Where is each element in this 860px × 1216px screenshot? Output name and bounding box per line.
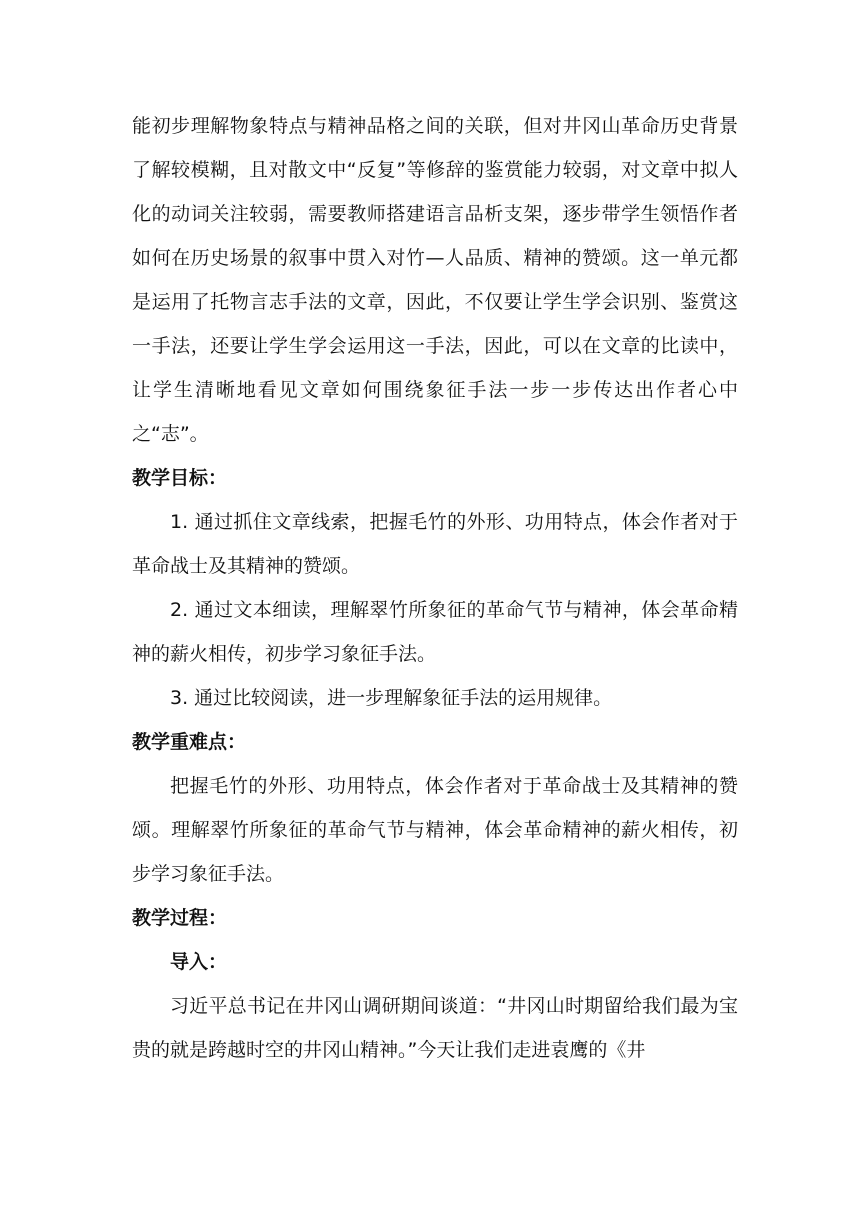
objective-item-3: 3. 通过比较阅读，进一步理解象征手法的运用规律。: [170, 687, 613, 709]
key-points-heading: 教学重难点：: [132, 731, 247, 753]
process-intro-text: 习近平总书记在井冈山调研期间谈道：“井冈山时期留给我们最为宝贵的就是跨越时空的井冈山精神。”今天让我们走进袁鹰的《井: [132, 995, 738, 1061]
key-points-text: 把握毛竹的外形、功用特点，体会作者对于革命战士及其精神的赞颂。理解翠竹所象征的革命气节与精神，体会革命精神的薪火相传，初步学习象征手法。: [132, 775, 738, 885]
objective-item-1: 1. 通过抓住文章线索，把握毛竹的外形、功用特点，体会作者对于革命战士及其精神的赞颂。: [132, 511, 738, 577]
objective-item-2: 2. 通过文本细读，理解翠竹所象征的革命气节与精神，体会革命精神的薪火相传，初步学习象征手法。: [132, 599, 738, 665]
process-heading: 教学过程：: [132, 907, 228, 929]
intro-paragraph: 能初步理解物象特点与精神品格之间的关联，但对井冈山革命历史背景了解较模糊，且对散文中“反复”等修辞的鉴赏能力较弱，对文章中拟人化的动词关注较弱，需要教师搭建语言品析支架，逐步带学生领悟作者如何在历史场景的叙事中贯入对竹—人品质、精神的赞颂。这一单元都是运用了托物言志手法的文章，因此，不仅要让学生学会识别、鉴赏这一手法，还要让学生学会运用这一手法，因此，可以在文章的比读中，让学生清晰地看见文章如何围绕象征手法一步一步传达出作者心中之“志”。: [132, 115, 738, 445]
document-page: [132, 104, 738, 1072]
objectives-heading: 教学目标：: [132, 467, 228, 489]
intro-subheading: 导入：: [170, 951, 228, 973]
